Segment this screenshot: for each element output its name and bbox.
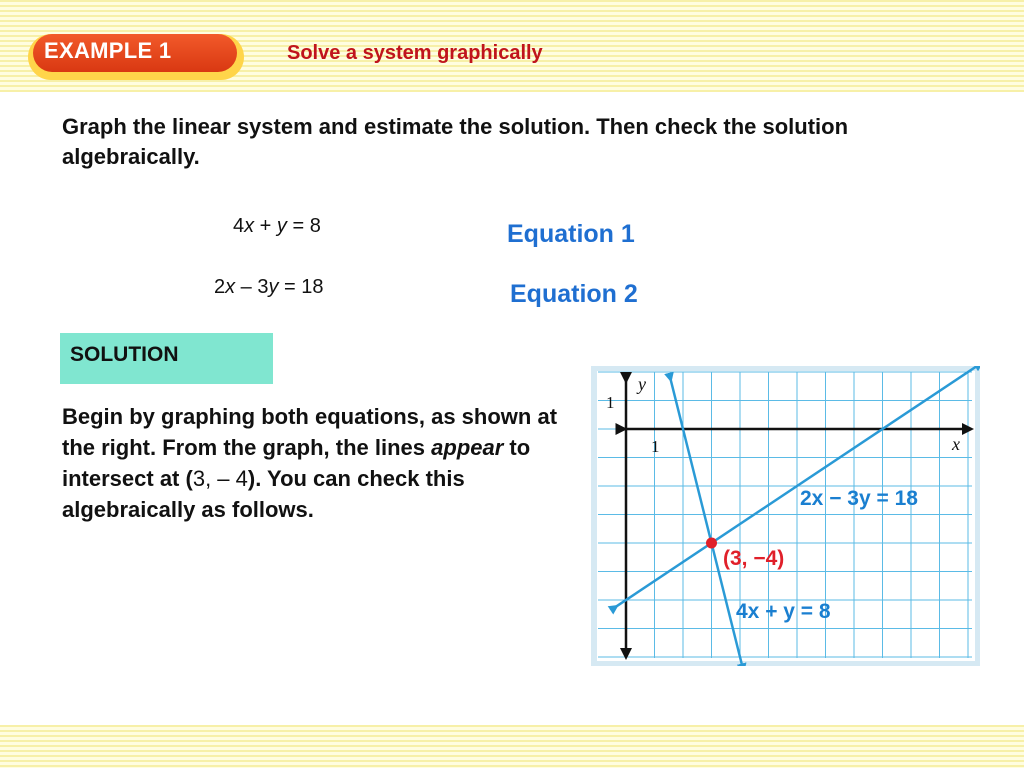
instructions: Graph the linear system and estimate the solution. Then check the solution algebraically. (62, 114, 849, 169)
coordinate-graph (590, 366, 980, 666)
line-2-label: 4x + y = 8 (736, 600, 831, 623)
x-tick-label: 1 (651, 437, 660, 456)
footer-band (0, 725, 1024, 768)
y-axis-label: y (638, 374, 646, 394)
solution-text: Begin by graphing both equations, as shown at the right. From the graph, the lines appear to intersect at (3, – 4). You can check this algebraically as follows. (62, 404, 558, 522)
x-axis-label: x (952, 434, 960, 454)
equation-1: 4x + y = 8 (233, 215, 321, 237)
point-label: (3, −4) (723, 547, 785, 570)
equation-1-label: Equation 1 (507, 220, 635, 248)
y-tick-label: 1 (606, 393, 615, 412)
example-label: EXAMPLE 1 (44, 38, 172, 63)
slide-title: Solve a system graphically (287, 42, 543, 64)
intersection-point (706, 538, 717, 549)
line-1-label: 2x − 3y = 18 (800, 487, 918, 510)
equation-2-label: Equation 2 (510, 280, 638, 308)
solution-heading: SOLUTION (70, 343, 179, 366)
equation-2: 2x – 3y = 18 (214, 276, 324, 298)
